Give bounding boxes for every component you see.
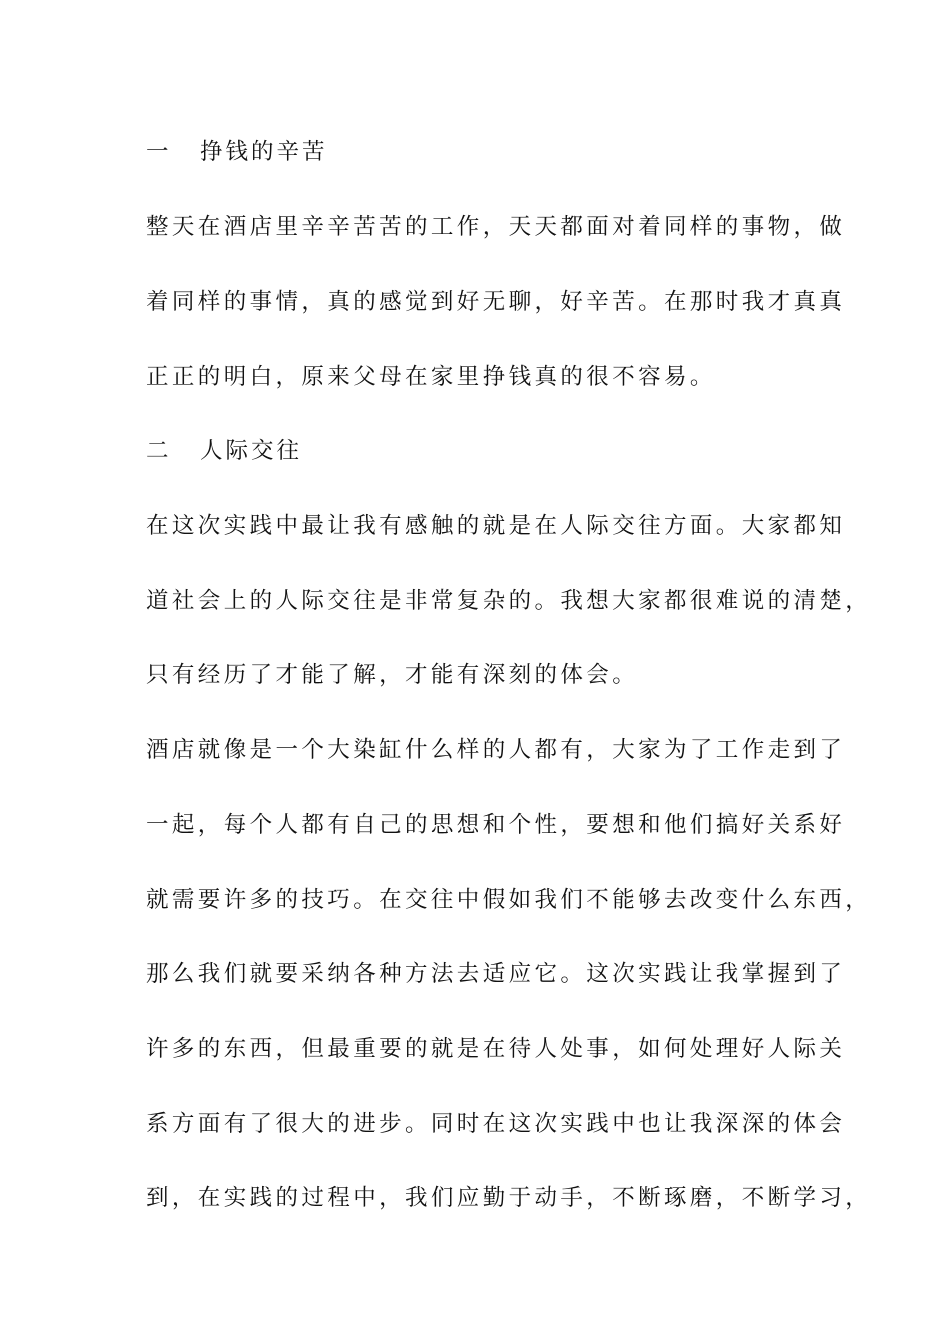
paragraph-line: 道社会上的人际交往是非常复杂的。我想大家都很难说的清楚， — [146, 588, 872, 614]
section-number: 二 — [146, 438, 169, 464]
paragraph-line: 只有经历了才能了解，才能有深刻的体会。 — [146, 662, 639, 688]
paragraph-line: 正正的明白，原来父母在家里挣钱真的很不容易。 — [146, 364, 716, 390]
paragraph-line: 酒店就像是一个大染缸什么样的人都有，大家为了工作走到了 — [146, 737, 846, 763]
paragraph-line: 整天在酒店里辛辛苦苦的工作，天天都面对着同样的事物，做 — [146, 214, 846, 240]
paragraph-line: 着同样的事情，真的感觉到好无聊，好辛苦。在那时我才真真 — [146, 289, 846, 315]
paragraph-line: 那么我们就要采纳各种方法去适应它。这次实践让我掌握到了 — [146, 961, 846, 987]
paragraph-line: 许多的东西，但最重要的就是在待人处事，如何处理好人际关 — [146, 1036, 846, 1062]
paragraph-line: 系方面有了很大的进步。同时在这次实践中也让我深深的体会 — [146, 1111, 846, 1137]
paragraph-line: 一起，每个人都有自己的思想和个性，要想和他们搞好关系好 — [146, 812, 846, 838]
paragraph-line: 在这次实践中最让我有感触的就是在人际交往方面。大家都知 — [146, 513, 846, 539]
paragraph-line: 到，在实践的过程中，我们应勤于动手，不断琢磨，不断学习， — [146, 1185, 872, 1211]
section-number: 一 — [146, 139, 169, 165]
section-heading-2 — [146, 436, 836, 466]
section-title: 人际交往 — [200, 438, 303, 464]
section-heading-1 — [146, 137, 836, 167]
section-title: 挣钱的辛苦 — [200, 139, 328, 165]
paragraph-line: 就需要许多的技巧。在交往中假如我们不能够去改变什么东西， — [146, 887, 872, 913]
